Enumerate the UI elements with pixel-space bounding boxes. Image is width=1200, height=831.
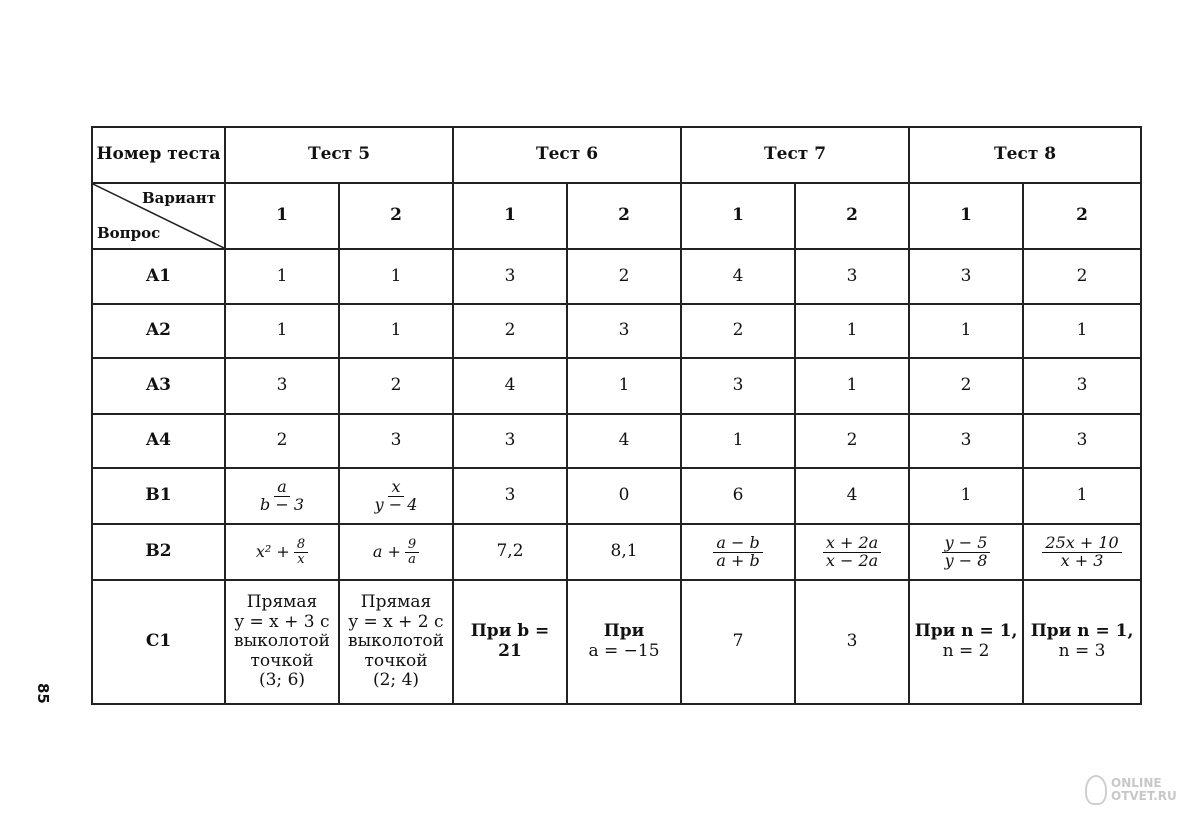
- table-row: [92, 249, 1141, 304]
- answer-cell: 2: [225, 414, 339, 468]
- answer-line: точкой: [250, 650, 314, 671]
- variant-cell: 2: [795, 183, 909, 249]
- answer-cell: [339, 468, 453, 524]
- row-label: A4: [92, 414, 225, 468]
- answer-line: При n = 1,: [914, 621, 1018, 642]
- answer-cell: 1: [1023, 468, 1141, 524]
- test-6-header: Тест 6: [453, 127, 681, 183]
- expression-prefix: a +: [372, 541, 401, 561]
- variant-cell: 1: [453, 183, 567, 249]
- answer-cell: 1: [681, 414, 795, 468]
- answer-cell: 1: [225, 304, 339, 358]
- answer-cell: 2: [681, 304, 795, 358]
- test-number-header: Номер теста: [92, 127, 225, 183]
- fraction: [942, 532, 991, 570]
- answer-cell: 3: [1023, 414, 1141, 468]
- table-row: [92, 304, 1141, 358]
- answer-cell: [339, 580, 453, 704]
- answer-cell: 3: [453, 249, 567, 304]
- answer-cell: 3: [1023, 358, 1141, 414]
- variant-cell: 2: [339, 183, 453, 249]
- answers-table: [91, 126, 1142, 705]
- table-row: [92, 524, 1141, 580]
- answer-cell: 1: [225, 249, 339, 304]
- answer-cell: 1: [567, 358, 681, 414]
- variant-cell: 1: [225, 183, 339, 249]
- answer-cell: 2: [909, 358, 1023, 414]
- denominator: x + 3: [1060, 550, 1104, 570]
- answer-line: выколотой: [234, 631, 330, 652]
- numerator: x: [388, 479, 403, 497]
- row-label: B1: [92, 468, 225, 524]
- answer-cell: 3: [453, 468, 567, 524]
- variant-label: Вариант: [141, 189, 216, 207]
- expression: [373, 538, 419, 566]
- header-row-tests: [92, 127, 1141, 183]
- answer-line: При n = 1,: [1030, 621, 1134, 642]
- table-row: [92, 468, 1141, 524]
- row-label: C1: [92, 580, 225, 704]
- denominator: y − 4: [374, 494, 418, 514]
- answer-line: y = x + 2 с: [348, 611, 444, 632]
- answer-cell: [1023, 524, 1141, 580]
- answer-line: (2; 4): [372, 670, 420, 691]
- watermark: [1085, 775, 1177, 805]
- expression-prefix: x² +: [255, 541, 290, 561]
- answer-cell: [909, 580, 1023, 704]
- numerator: 8: [294, 538, 308, 553]
- row-label: B2: [92, 524, 225, 580]
- denominator: a: [408, 551, 416, 567]
- answer-cell: [225, 524, 339, 580]
- table-row: [92, 580, 1141, 704]
- row-label: A2: [92, 304, 225, 358]
- answer-line: При: [603, 621, 645, 642]
- answer-line: n = 3: [1058, 641, 1106, 661]
- answer-cell: 8,1: [567, 524, 681, 580]
- question-label: Вопрос: [97, 223, 161, 242]
- answer-cell: 0: [567, 468, 681, 524]
- answer-cell: 4: [795, 468, 909, 524]
- answer-cell: 4: [567, 414, 681, 468]
- variant-cell: 1: [681, 183, 795, 249]
- answer-cell: 4: [681, 249, 795, 304]
- table-row: [92, 358, 1141, 414]
- fraction: [823, 532, 881, 570]
- answer-cell: 2: [453, 304, 567, 358]
- answer-line: Прямая: [246, 592, 318, 613]
- numerator: 25x + 10: [1042, 535, 1121, 553]
- answer-cell: [567, 580, 681, 704]
- answer-cell: 7: [681, 580, 795, 704]
- answer-cell: [225, 580, 339, 704]
- table-row: [92, 414, 1141, 468]
- row-label: A3: [92, 358, 225, 414]
- answer-cell: 3: [225, 358, 339, 414]
- fraction: [405, 538, 419, 566]
- numerator: y − 5: [942, 535, 991, 553]
- test-7-header: Тест 7: [681, 127, 909, 183]
- fraction: [1042, 532, 1121, 570]
- answer-line: y = x + 3 с: [234, 611, 330, 632]
- denominator: x: [297, 551, 305, 567]
- page-number: 85: [34, 683, 52, 704]
- answer-cell: 1: [909, 468, 1023, 524]
- numerator: a: [274, 479, 290, 497]
- denominator: b − 3: [260, 494, 304, 514]
- watermark-text: [1111, 777, 1177, 802]
- answer-cell: 1: [339, 304, 453, 358]
- answer-line: Прямая: [360, 592, 432, 613]
- fraction: [713, 532, 762, 570]
- answer-cell: 1: [339, 249, 453, 304]
- test-8-header: Тест 8: [909, 127, 1141, 183]
- denominator: a + b: [716, 550, 760, 570]
- answer-cell: 3: [795, 249, 909, 304]
- answer-cell: [339, 524, 453, 580]
- watermark-line: OTVET.RU: [1111, 789, 1177, 803]
- answer-cell: 1: [795, 304, 909, 358]
- denominator: x − 2a: [825, 550, 879, 570]
- answer-cell: 7,2: [453, 524, 567, 580]
- answer-cell: 3: [339, 414, 453, 468]
- fraction: [372, 476, 421, 514]
- answer-cell: 1: [1023, 304, 1141, 358]
- answer-cell: 3: [795, 580, 909, 704]
- expression: [256, 538, 308, 566]
- fraction: [257, 476, 307, 514]
- watermark-line: ONLINE: [1111, 776, 1162, 791]
- numerator: 9: [405, 538, 419, 553]
- test-5-header: Тест 5: [225, 127, 453, 183]
- answer-cell: 3: [567, 304, 681, 358]
- answer-line: точкой: [364, 650, 428, 671]
- variant-question-corner: [92, 183, 225, 249]
- answer-cell: 2: [339, 358, 453, 414]
- answer-line: a = −15: [588, 641, 660, 661]
- answer-cell: 2: [1023, 249, 1141, 304]
- fraction: [294, 538, 308, 566]
- header-row-variants: [92, 183, 1141, 249]
- answer-cell: 2: [567, 249, 681, 304]
- answer-line: n = 2: [942, 641, 990, 661]
- answer-cell: 1: [795, 358, 909, 414]
- answer-line: (3; 6): [258, 670, 306, 691]
- answer-line: выколотой: [348, 631, 444, 652]
- answer-cell: 3: [453, 414, 567, 468]
- denominator: y − 8: [944, 550, 988, 570]
- variant-cell: 1: [909, 183, 1023, 249]
- numerator: a − b: [713, 535, 762, 553]
- answer-cell: 3: [909, 249, 1023, 304]
- variant-cell: 2: [567, 183, 681, 249]
- answer-cell: 3: [909, 414, 1023, 468]
- row-label: A1: [92, 249, 225, 304]
- lightbulb-icon: [1085, 775, 1107, 805]
- answer-cell: 6: [681, 468, 795, 524]
- numerator: x + 2a: [823, 535, 881, 553]
- answer-cell: 2: [795, 414, 909, 468]
- answer-cell: [795, 524, 909, 580]
- answer-cell: [909, 524, 1023, 580]
- variant-cell: 2: [1023, 183, 1141, 249]
- answer-cell: 3: [681, 358, 795, 414]
- answer-cell: [681, 524, 795, 580]
- answer-cell: При b = 21: [453, 580, 567, 704]
- answer-cell: [225, 468, 339, 524]
- answer-cell: 4: [453, 358, 567, 414]
- answer-cell: 1: [909, 304, 1023, 358]
- answer-cell: [1023, 580, 1141, 704]
